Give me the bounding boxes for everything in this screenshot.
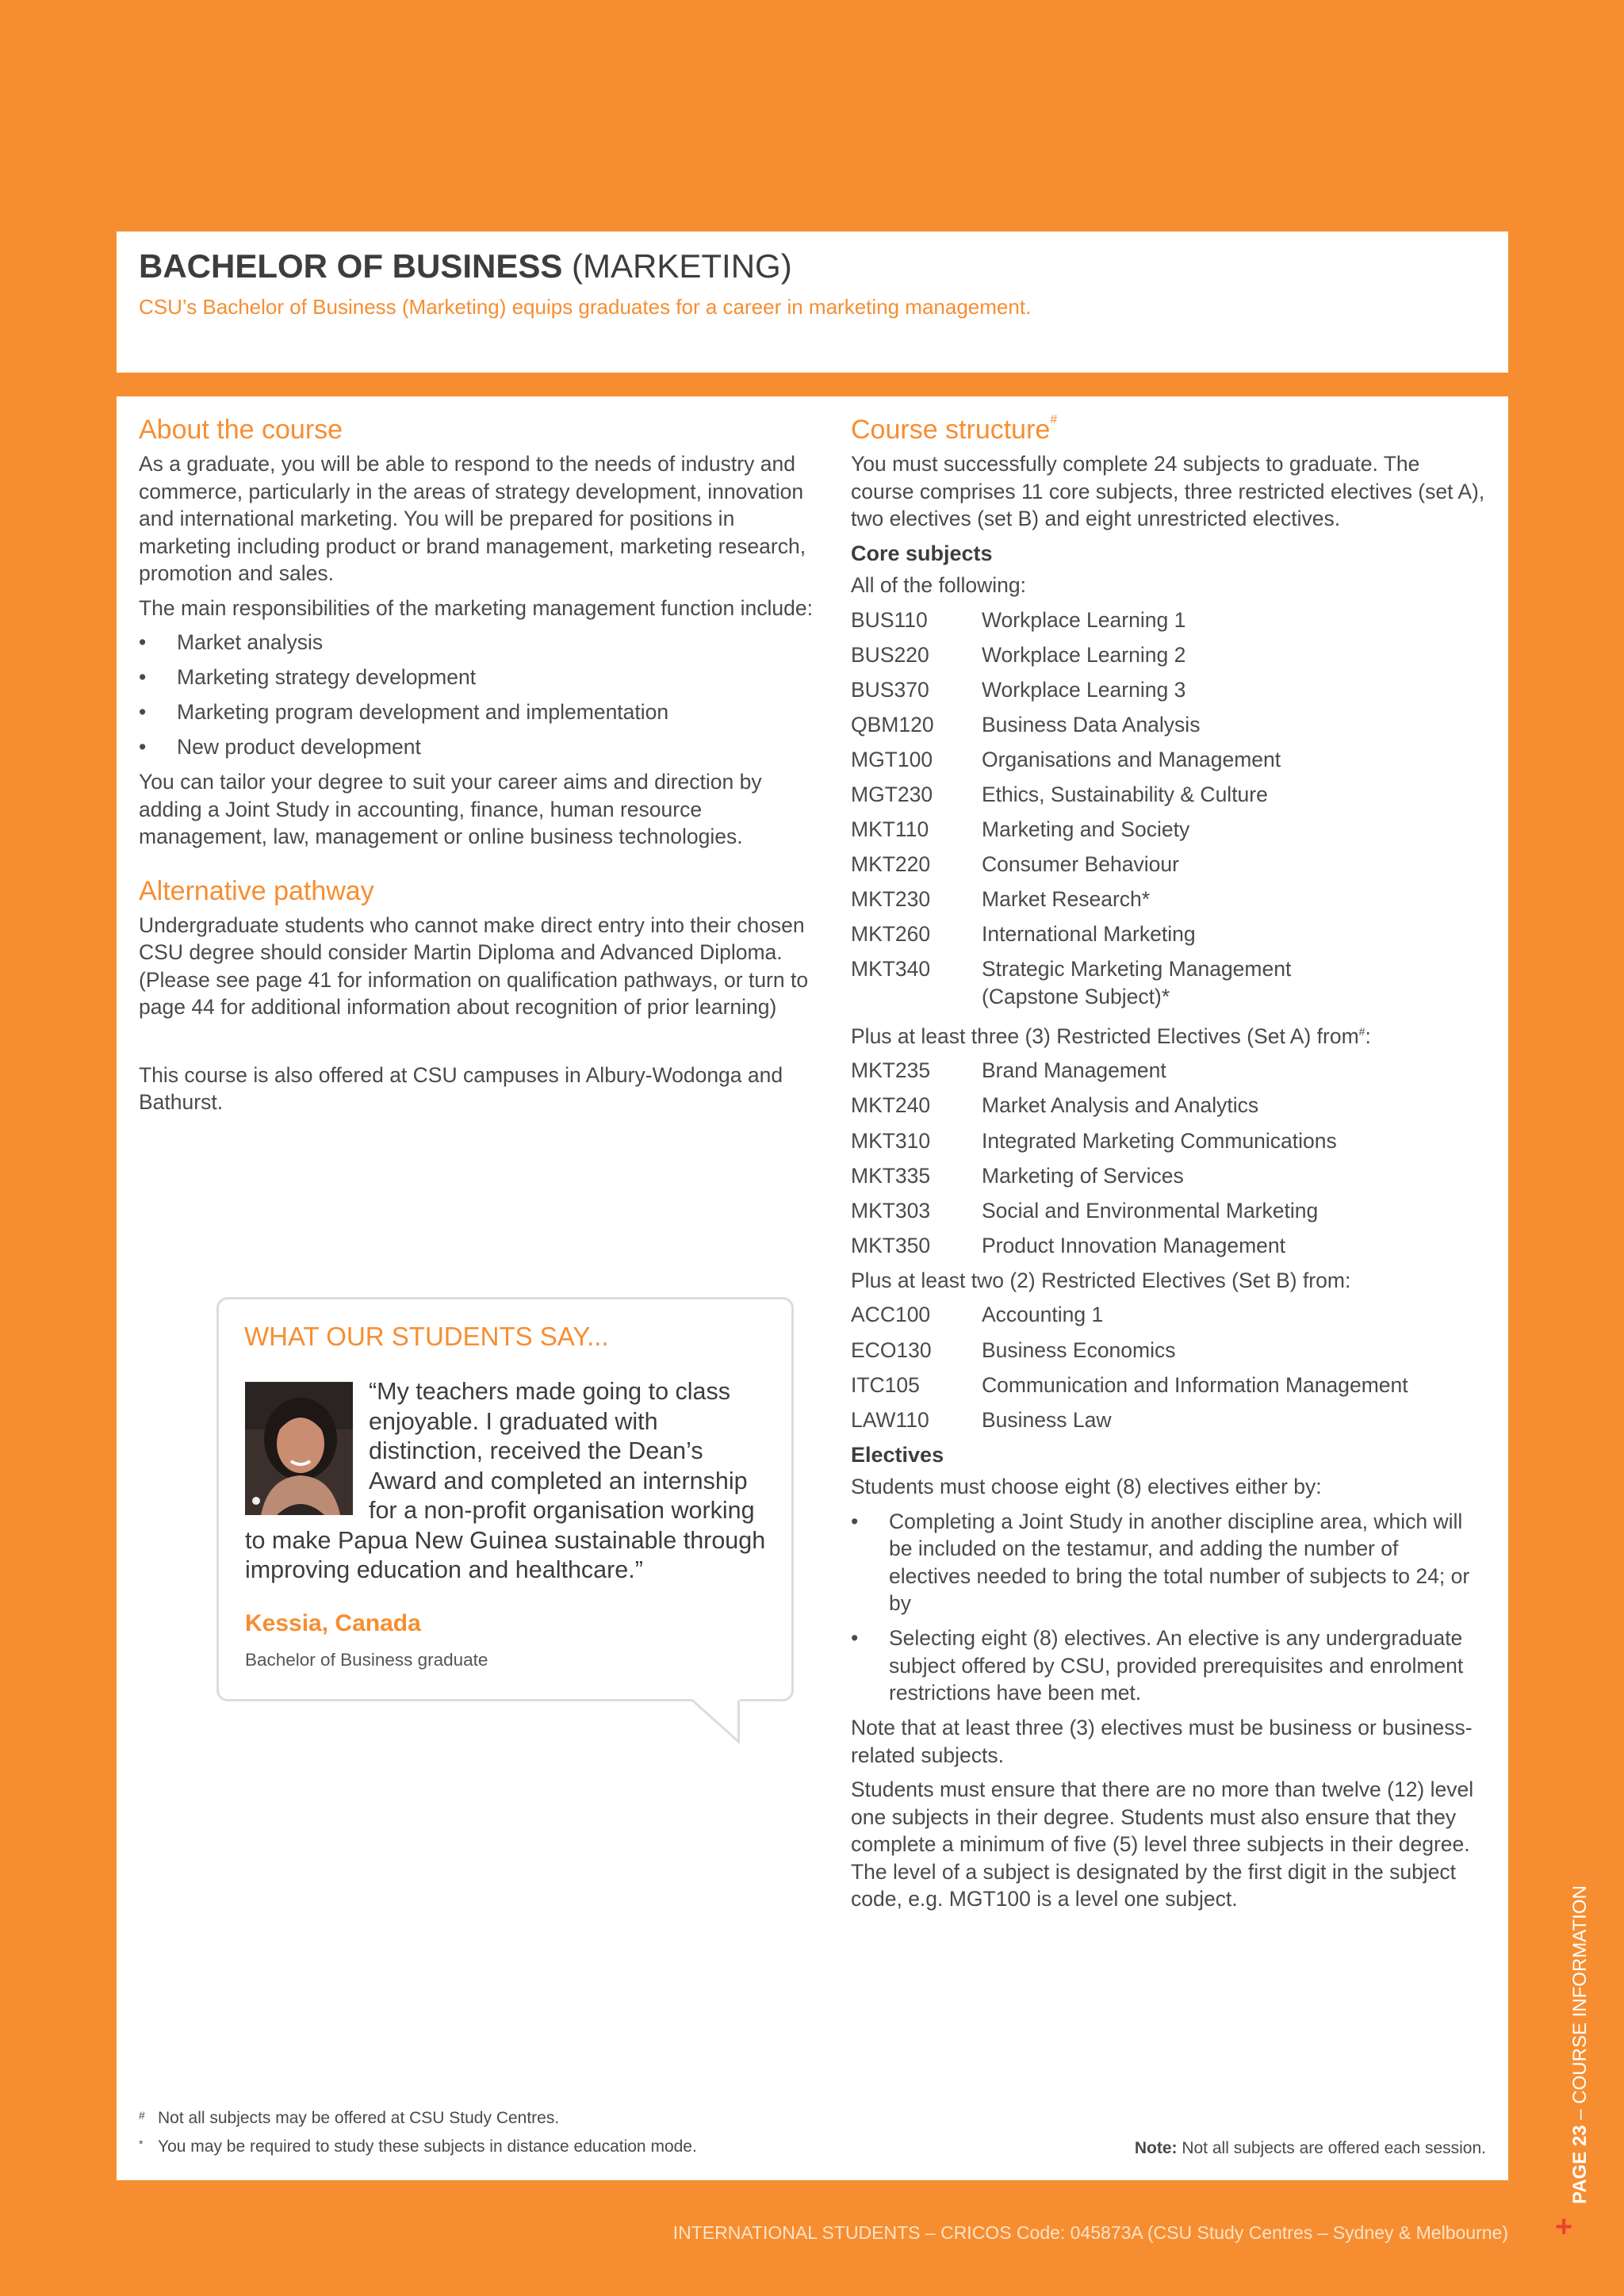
structure-intro: You must successfully complete 24 subjects to graduate. The course comprises 11 core subjects, three restricted electives (set A), two electives (set B) and eight unrestricted electives. (851, 452, 1485, 530)
header-panel (117, 232, 1508, 373)
subject-code: BUS220 (851, 642, 929, 667)
subject-name: Organisations and Management (982, 747, 1281, 771)
subject-name: Business Law (982, 1407, 1112, 1432)
subject-code: ECO130 (851, 1337, 932, 1362)
structure-heading-text: Course structure (851, 415, 1051, 445)
about-para-3: You can tailor your degree to suit your career aims and direction by adding a Joint Study in accounting, finance, human resource management, law, management or online business technologies. (139, 770, 762, 849)
title-bold: BACHELOR OF BUSINESS (139, 247, 563, 285)
core-intro: All of the following: (851, 573, 1026, 597)
footnote-star (139, 2137, 697, 2156)
electives-note-2: Students must ensure that there are no more than twelve (12) level one subjects in their degree. Students must also ensure that they complete a minimum of five (5) level three subjects in their degree. The level of a subject is designated by the first digit in the subject code, e.g. MGT100 is a level one subject. (851, 1777, 1474, 1911)
speech-bubble-tail-icon (692, 1699, 741, 1745)
subject-name: Brand Management (982, 1058, 1166, 1083)
electives-heading: Electives (851, 1442, 944, 1467)
subject-name: Business Data Analysis (982, 712, 1201, 737)
subject-code: MKT303 (851, 1198, 931, 1223)
subject-row (851, 711, 1485, 739)
list-item: • Selecting eight (8) electives. An elective is any undergraduate subject offered by CSU, provided prerequisites and enrolment restrictions have been met. (851, 1624, 1485, 1707)
list-item: • Completing a Joint Study in another discipline area, which will be included on the testamur, and adding the number of electives needed to bring the total number of subjects to 24; or by (851, 1508, 1485, 1617)
subject-name: Communication and Information Management (982, 1372, 1408, 1397)
note-text: Not all subjects are offered each session. (1177, 2139, 1486, 2157)
testimonial-quote: “My teachers made going to class enjoyable. I graduated with distinction, received the Dean’s Award and completed an internship for a non-profit organisation working to make Papua New Guinea sustainable through improving education and healthcare.” (245, 1378, 766, 1583)
subject-code: MKT340 (851, 957, 931, 982)
subject-row (851, 851, 1485, 878)
subject-row (851, 641, 1485, 669)
subject-code: MKT240 (851, 1093, 931, 1118)
core-subject-list (851, 607, 1485, 1011)
subject-code: MKT335 (851, 1163, 931, 1188)
list-item: • Marketing strategy development (139, 664, 813, 691)
subject-name: Workplace Learning 3 (982, 677, 1186, 702)
student-photo (245, 1382, 353, 1515)
title-rest: (MARKETING) (562, 247, 792, 285)
note-label: Note: (1134, 2139, 1178, 2157)
subject-row (851, 955, 1485, 1010)
subject-row (851, 676, 1485, 704)
testimonial-box (216, 1297, 794, 1701)
subject-row (851, 1197, 1485, 1225)
subject-code: MKT310 (851, 1128, 931, 1153)
page-title (139, 247, 792, 285)
subject-name: Consumer Behaviour (982, 852, 1179, 877)
subject-row (851, 1406, 1485, 1434)
subject-row (851, 1092, 1485, 1119)
set-a-subject-list (851, 1057, 1485, 1259)
about-para-2: The main responsibilities of the marketing management function include: (139, 595, 813, 620)
subject-code: MKT110 (851, 817, 929, 842)
set-b-intro: Plus at least two (2) Restricted Electives (Set B) from: (851, 1268, 1351, 1292)
subject-name: Market Research* (982, 887, 1151, 912)
subject-code: QBM120 (851, 712, 934, 737)
testimonial-role: Bachelor of Business graduate (245, 1650, 488, 1670)
pathway-para-1: Undergraduate students who cannot make direct entry into their chosen CSU degree should consider Martin Diploma and Advanced Diploma. (Please see page 41 for information on qualification pathways, or turn to page 44 for additional information about recognition of prior learning) (139, 913, 809, 1020)
subject-name: Product Innovation Management (982, 1233, 1286, 1257)
set-a-intro (851, 1018, 1485, 1050)
subject-name: Business Economics (982, 1337, 1176, 1362)
subject-row (851, 1372, 1485, 1399)
subject-row (851, 1057, 1485, 1085)
structure-heading (851, 412, 1485, 447)
core-heading: Core subjects (851, 541, 993, 565)
plus-icon: + (1555, 2210, 1573, 2244)
subject-code: BUS110 (851, 607, 928, 632)
electives-note-1: Note that at least three (3) electives must be business or business-related subjects. (851, 1716, 1473, 1767)
subject-code: MGT230 (851, 782, 933, 806)
cricos-text: INTERNATIONAL STUDENTS – CRICOS Code: 045873A (CSU Study Centres – Sydney & Melbourne) (672, 2222, 1508, 2243)
subject-name: Social and Environmental Marketing (982, 1198, 1319, 1223)
subject-name: Ethics, Sustainability & Culture (982, 782, 1268, 806)
page-subtitle: CSU’s Bachelor of Business (Marketing) equips graduates for a career in marketing management. (139, 295, 1032, 319)
footnote-hash-text: Not all subjects may be offered at CSU Study Centres. (158, 2109, 560, 2127)
responsibilities-list (139, 629, 813, 761)
subject-row (851, 1162, 1485, 1190)
about-heading: About the course (139, 415, 343, 445)
page-number: PAGE 23 (1569, 2125, 1591, 2204)
electives-list (851, 1508, 1485, 1707)
subject-row (851, 1127, 1485, 1155)
subject-name: International Marketing (982, 922, 1196, 947)
list-item: • New product development (139, 733, 813, 761)
subject-code: BUS370 (851, 677, 929, 702)
subject-code: ACC100 (851, 1303, 931, 1327)
subject-row (851, 746, 1485, 774)
subject-name: Accounting 1 (982, 1303, 1104, 1327)
subject-name: Marketing of Services (982, 1163, 1184, 1188)
subject-row (851, 1337, 1485, 1364)
subject-row (851, 816, 1485, 844)
footnote-star-mark: * (139, 2137, 144, 2150)
right-column (851, 412, 1485, 1920)
subject-row (851, 1232, 1485, 1260)
testimonial-heading: WHAT OUR STUDENTS SAY... (244, 1322, 609, 1351)
structure-heading-mark: # (1050, 413, 1058, 427)
subject-name: Integrated Marketing Communications (982, 1128, 1337, 1153)
note-line (1135, 2139, 1486, 2158)
subject-name: Marketing and Society (982, 817, 1190, 842)
subject-code: MKT260 (851, 922, 931, 947)
section-label: – COURSE INFORMATION (1569, 1885, 1591, 2126)
subject-name: Strategic Marketing Management (Capstone Subject)* (982, 957, 1292, 1008)
subject-code: MKT220 (851, 852, 931, 877)
footnote-star-text: You may be required to study these subjects in distance education mode. (158, 2137, 697, 2156)
list-item: • Market analysis (139, 629, 813, 656)
subject-code: ITC105 (851, 1372, 920, 1397)
subject-name: Market Analysis and Analytics (982, 1093, 1259, 1118)
testimonial-name: Kessia, Canada (245, 1610, 421, 1636)
pathway-heading: Alternative pathway (139, 875, 374, 906)
subject-code: MKT350 (851, 1233, 931, 1257)
list-item: • Marketing program development and implementation (139, 698, 813, 726)
subject-name: Workplace Learning 1 (982, 607, 1186, 632)
subject-code: MKT230 (851, 887, 931, 912)
footnote-hash-mark: # (139, 2109, 145, 2122)
subject-code: MKT235 (851, 1058, 931, 1083)
set-b-subject-list (851, 1301, 1485, 1433)
main-panel (117, 396, 1508, 2180)
electives-intro: Students must choose eight (8) electives either by: (851, 1475, 1322, 1499)
side-page-label (1569, 1885, 1591, 2204)
set-a-intro-text: Plus at least three (3) Restricted Electives (Set A) from (851, 1024, 1359, 1048)
about-para-1: As a graduate, you will be able to respond to the needs of industry and commerce, particularly in the areas of strategy development, innovation and international marketing. You will be prepared for positions in marketing including product or brand management, marketing research, promotion and sales. (139, 452, 806, 585)
student-portrait-icon (245, 1382, 353, 1515)
subject-row (851, 607, 1485, 634)
subject-row (851, 920, 1485, 948)
subject-name: Workplace Learning 2 (982, 642, 1186, 667)
subject-row (851, 886, 1485, 913)
set-a-colon: : (1365, 1024, 1371, 1048)
subject-row (851, 1301, 1485, 1329)
pathway-para-2: This course is also offered at CSU campuses in Albury-Wodonga and Bathurst. (139, 1062, 783, 1115)
set-a-mark: # (1358, 1025, 1365, 1039)
subject-code: MGT100 (851, 747, 933, 771)
left-column (139, 412, 813, 1123)
subject-code: LAW110 (851, 1407, 929, 1432)
subject-row (851, 781, 1485, 809)
footnote-hash (139, 2109, 559, 2128)
